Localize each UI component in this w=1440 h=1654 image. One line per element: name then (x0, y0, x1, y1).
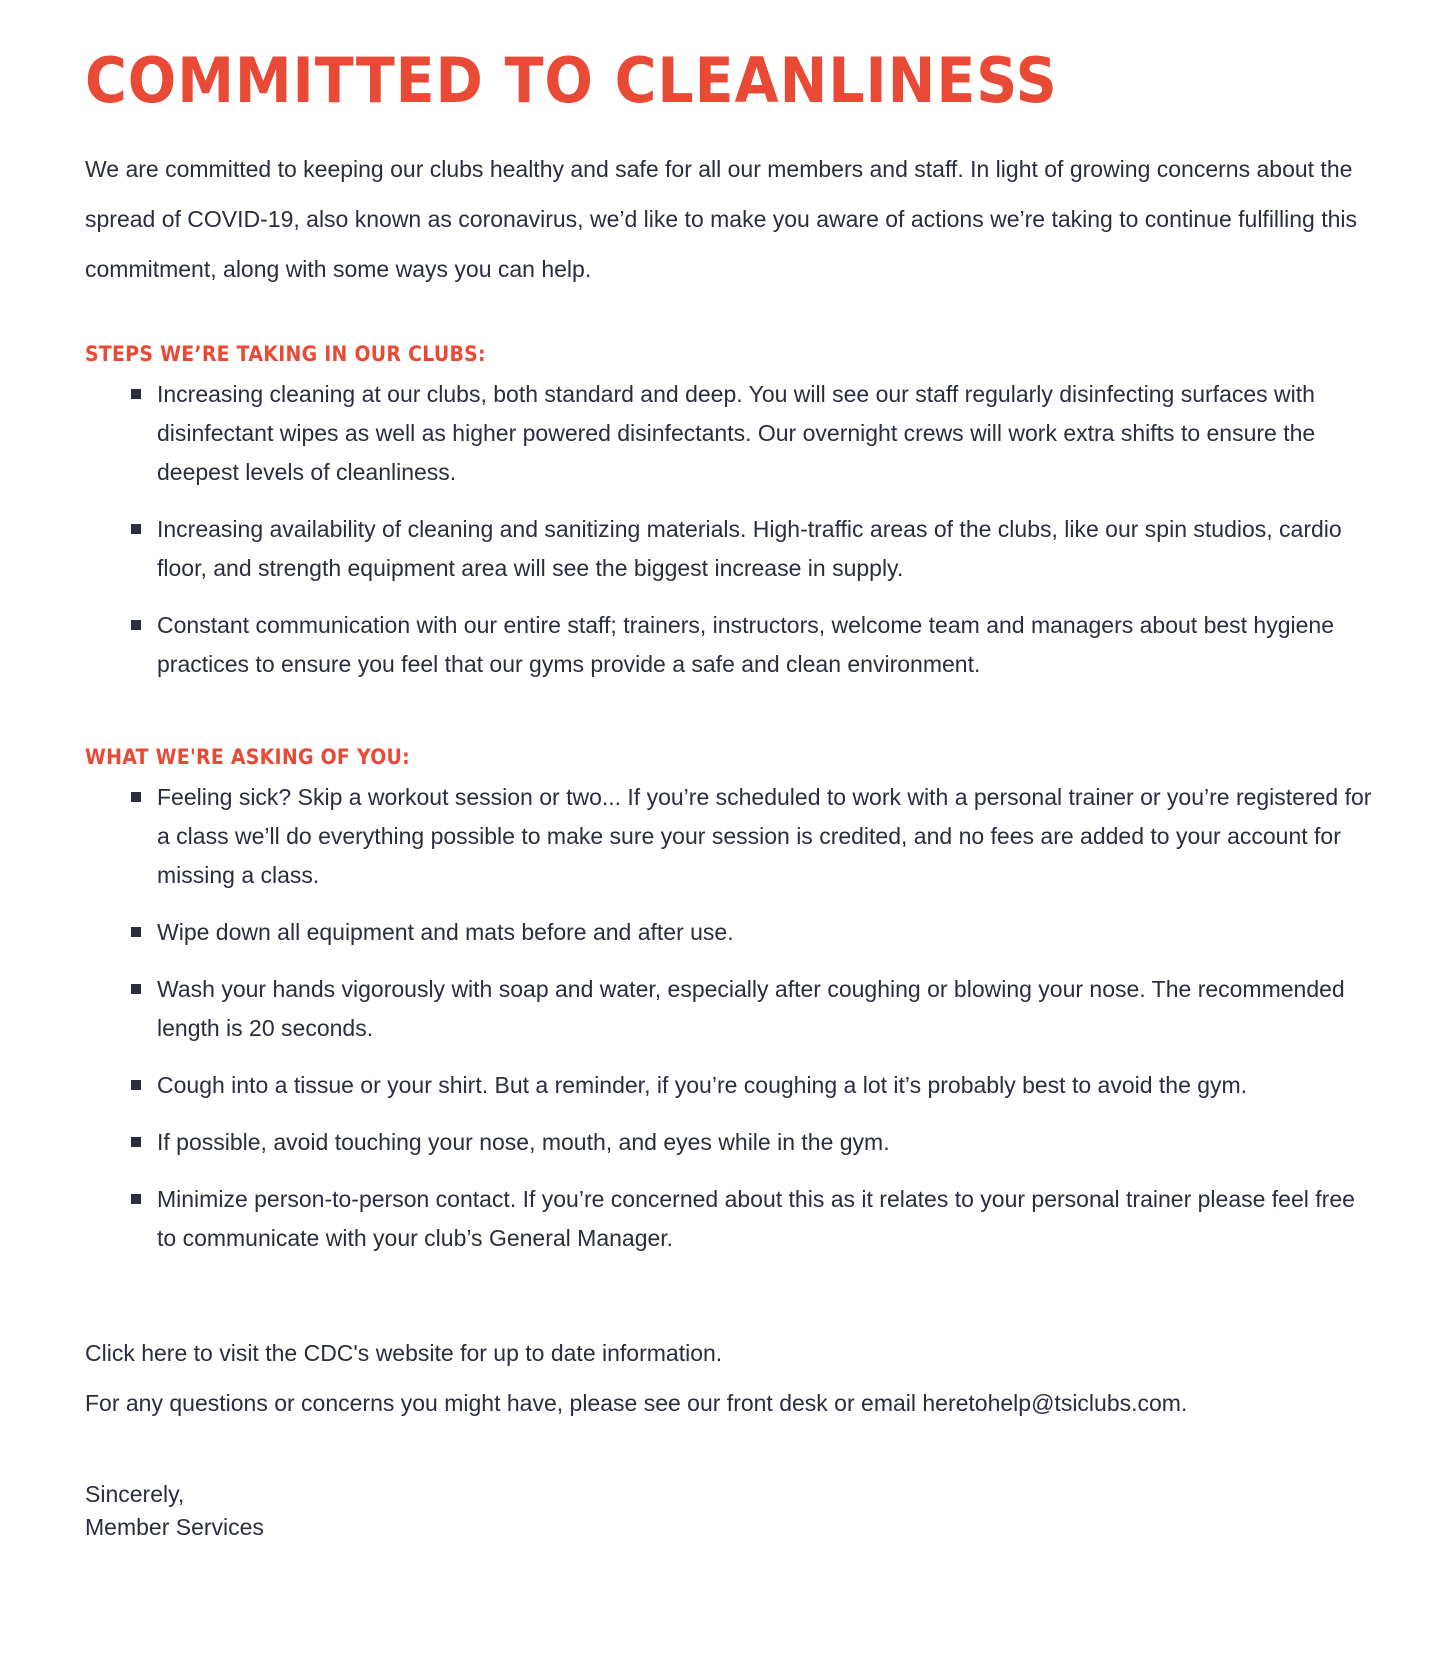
square-bullet-icon (131, 792, 141, 802)
list-item-text: Increasing cleaning at our clubs, both standard and deep. You will see our staff regularly disinfecting surfaces with disinfectant wipes as well as higher powered disinfectants. Our overnight crews will work extra shifts to ensure the deepest levels of cleanliness. (157, 381, 1316, 485)
list-item (85, 913, 1375, 952)
steps-heading: STEPS WE’RE TAKING IN OUR CLUBS: (85, 342, 486, 366)
intro-paragraph: We are committed to keeping our clubs healthy and safe for all our members and staff. In light of growing concerns about the spread of COVID-19, also known as coronavirus, we’d like to make you aware of actions we’re taking to continue fulfilling this commitment, along with some ways you can help. (85, 156, 1358, 282)
square-bullet-icon (131, 389, 141, 399)
contact-paragraph: For any questions or concerns you might have, please see our front desk or email heretohelp@tsiclubs.com. (85, 1390, 1188, 1416)
cdc-paragraph (85, 1328, 1375, 1378)
list-item-text: If possible, avoid touching your nose, mouth, and eyes while in the gym. (157, 1129, 890, 1155)
list-item (85, 375, 1375, 492)
square-bullet-icon (131, 984, 141, 994)
list-item (85, 1066, 1375, 1105)
signoff-sender: Member Services (85, 1514, 264, 1540)
list-item-text: Feeling sick? Skip a workout session or two... If you’re scheduled to work with a personal trainer or you’re registered for a class we’ll do everything possible to make sure your session is credited, and no fees are added to your account for missing a class. (157, 784, 1372, 888)
list-item (85, 606, 1375, 684)
square-bullet-icon (131, 1080, 141, 1090)
asking-list (85, 778, 1375, 1258)
square-bullet-icon (131, 620, 141, 630)
list-item-text: Wash your hands vigorously with soap and water, especially after coughing or blowing your nose. The recommended length is 20 seconds. (157, 976, 1345, 1041)
closing-section (85, 1328, 1375, 1428)
asking-heading: WHAT WE'RE ASKING OF YOU: (85, 745, 411, 769)
cdc-website-link[interactable]: Click here to visit the CDC's website for up to date information. (85, 1340, 723, 1366)
list-item (85, 1180, 1375, 1258)
list-item (85, 1123, 1375, 1162)
list-item-text: Wipe down all equipment and mats before and after use. (157, 919, 734, 945)
square-bullet-icon (131, 524, 141, 534)
square-bullet-icon (131, 1194, 141, 1204)
list-item-text: Minimize person-to-person contact. If you’re concerned about this as it relates to your personal trainer please feel free to communicate with your club’s General Manager. (157, 1186, 1355, 1251)
list-item-text: Cough into a tissue or your shirt. But a reminder, if you’re coughing a lot it’s probably best to avoid the gym. (157, 1072, 1248, 1098)
steps-list (85, 375, 1375, 684)
list-item-text: Increasing availability of cleaning and sanitizing materials. High-traffic areas of the clubs, like our spin studios, cardio floor, and strength equipment area will see the biggest increase in supply. (157, 516, 1342, 581)
list-item (85, 970, 1375, 1048)
square-bullet-icon (131, 1137, 141, 1147)
square-bullet-icon (131, 927, 141, 937)
page-title: COMMITTED TO CLEANLINESS (85, 44, 1058, 117)
notice-page (85, 0, 1375, 1544)
list-item-text: Constant communication with our entire staff; trainers, instructors, welcome team and managers about best hygiene practices to ensure you feel that our gyms provide a safe and clean environment. (157, 612, 1334, 677)
signoff (85, 1478, 1375, 1544)
list-item (85, 778, 1375, 895)
signoff-salutation: Sincerely, (85, 1481, 185, 1507)
list-item (85, 510, 1375, 588)
